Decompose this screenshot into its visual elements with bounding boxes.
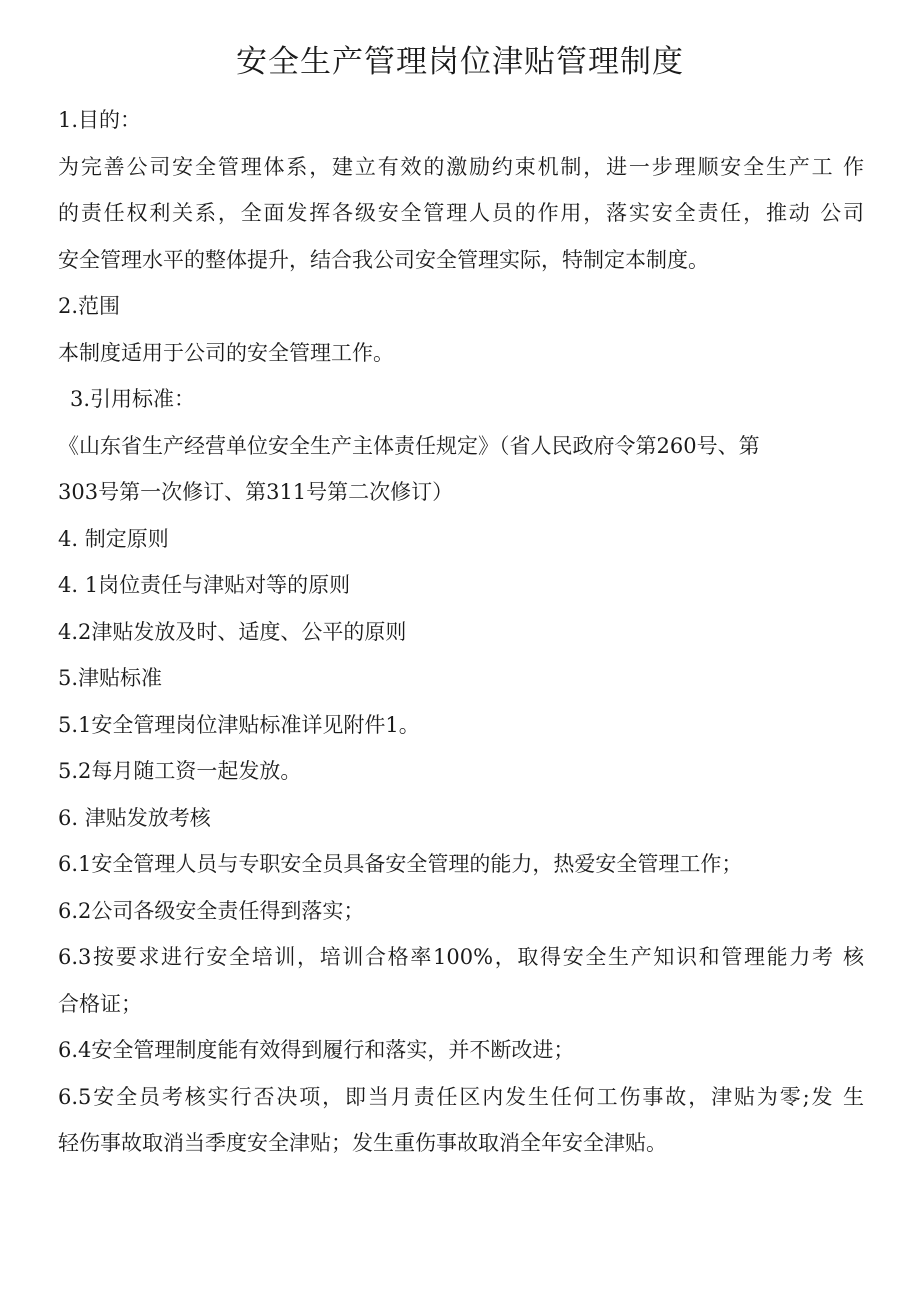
list-item-continuation: 合格证；	[58, 991, 142, 1016]
paragraph-line: 为完善公司安全管理体系，建立有效的激励约束机制，进一步理顺安全生产工 作	[58, 154, 864, 179]
list-item: 6.1安全管理人员与专职安全员具备安全管理的能力，热爱安全管理工作；	[58, 852, 743, 876]
paragraph-line: 的责任权利关系，全面发挥各级安全管理人员的作用，落实安全责任，推动 公司	[58, 201, 864, 225]
document-body	[58, 97, 864, 1167]
section-heading-purpose: 1.目的：	[58, 108, 142, 132]
list-item: 4. 1岗位责任与津贴对等的原则	[58, 573, 351, 597]
document-title: 安全生产管理岗位津贴管理制度	[236, 44, 684, 80]
section-heading-references: 3.引用标准：	[70, 387, 196, 411]
section-heading-scope: 2.范围	[58, 294, 121, 318]
list-item: 6.2公司各级安全责任得到落实；	[58, 898, 365, 923]
paragraph-line: 本制度适用于公司的安全管理工作。	[58, 340, 394, 365]
list-item-continuation: 轻伤事故取消当季度安全津贴；发生重伤事故取消全年安全津贴。	[58, 1131, 667, 1155]
section-heading-standards: 5.津贴标准	[58, 666, 163, 690]
paragraph-line: 安全管理水平的整体提升，结合我公司安全管理实际，特制定本制度。	[58, 247, 709, 272]
section-heading-assessment: 6. 津贴发放考核	[58, 805, 211, 830]
list-item: 4.2津贴发放及时、适度、公平的原则	[58, 619, 407, 644]
list-item: 6.5安全员考核实行否决项，即当月责任区内发生任何工伤事故，津贴为零;发 生	[58, 1084, 864, 1109]
paragraph-line: 303号第一次修订、第311号第二次修订）	[58, 480, 454, 504]
section-heading-principles: 4. 制定原则	[58, 526, 169, 551]
list-item: 5.1安全管理岗位津贴标准详见附件1。	[58, 712, 420, 737]
list-item: 5.2每月随工资一起发放。	[58, 759, 302, 783]
list-item: 6.4安全管理制度能有效得到履行和落实，并不断改进；	[58, 1038, 575, 1062]
paragraph-line: 《山东省生产经营单位安全生产主体责任规定》（省人民政府令第260号、第	[58, 433, 760, 458]
list-item: 6.3按要求进行安全培训，培训合格率100%，取得安全生产知识和管理能力考 核	[58, 945, 864, 969]
